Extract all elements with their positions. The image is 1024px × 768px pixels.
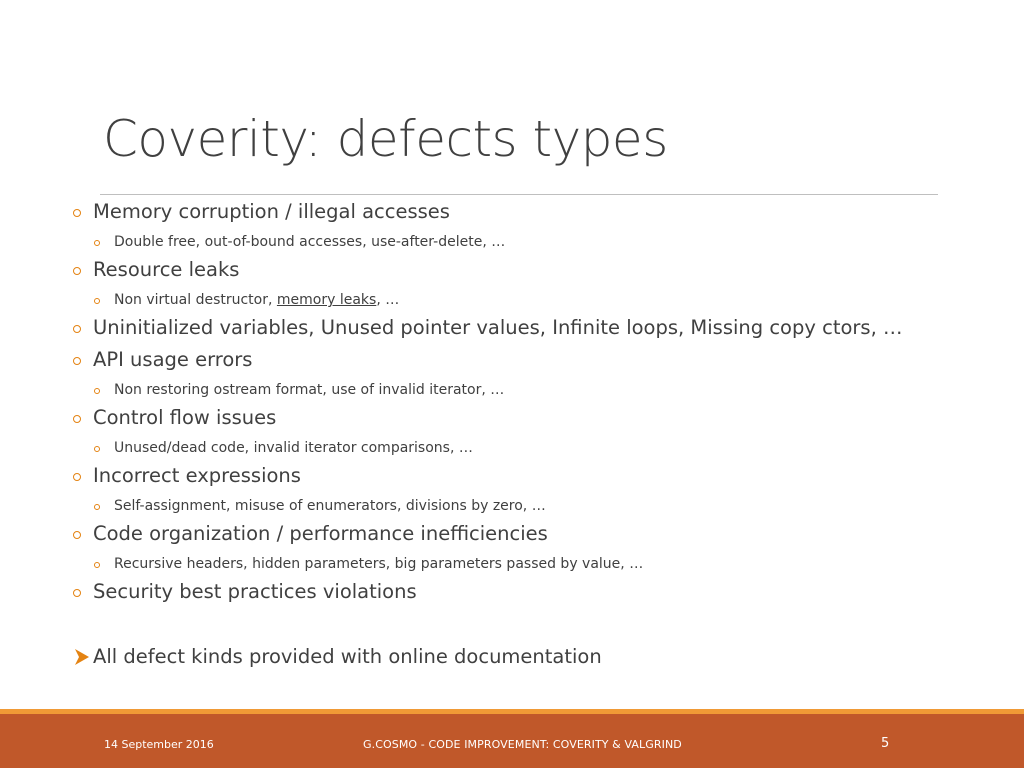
ring-bullet-icon bbox=[73, 473, 81, 481]
subbullet-text: Unused/dead code, invalid iterator comparisons, … bbox=[114, 440, 473, 456]
ring-bullet-icon bbox=[73, 357, 81, 365]
subbullet-text-pre: Non virtual destructor, bbox=[114, 292, 277, 308]
ring-bullet-icon bbox=[94, 562, 100, 568]
bullet-text: API usage errors bbox=[93, 348, 253, 371]
ring-bullet-icon bbox=[73, 531, 81, 539]
ring-bullet-icon bbox=[73, 415, 81, 423]
footnote-text: All defect kinds provided with online documentation bbox=[93, 645, 602, 668]
memory-leaks-link[interactable]: memory leaks bbox=[276, 292, 377, 308]
subbullet-text bbox=[114, 292, 399, 308]
subbullet-text: Recursive headers, hidden parameters, big parameters passed by value, … bbox=[114, 556, 644, 572]
subbullet-text: Double free, out-of-bound accesses, use-after-delete, … bbox=[114, 234, 506, 250]
ring-bullet-icon bbox=[73, 589, 81, 597]
footer-title: G.COSMO - CODE IMPROVEMENT: COVERITY & VALGRIND bbox=[363, 738, 682, 751]
bullet-text: Uninitialized variables, Unused pointer values, Infinite loops, Missing copy ctors, … bbox=[93, 316, 903, 339]
ring-bullet-icon bbox=[94, 504, 100, 510]
bullet-text: Resource leaks bbox=[93, 258, 240, 281]
arrow-right-icon bbox=[74, 648, 90, 666]
ring-bullet-icon bbox=[94, 240, 100, 246]
subbullet-text: Non restoring ostream format, use of invalid iterator, … bbox=[114, 382, 505, 398]
ring-bullet-icon bbox=[73, 267, 81, 275]
ring-bullet-icon bbox=[73, 209, 81, 217]
title-underline bbox=[100, 194, 938, 195]
bullet-text: Memory corruption / illegal accesses bbox=[93, 200, 450, 223]
bullet-text: Security best practices violations bbox=[93, 580, 417, 603]
ring-bullet-icon bbox=[94, 388, 100, 394]
bullet-text: Control flow issues bbox=[93, 406, 277, 429]
subbullet-text-post: , … bbox=[376, 292, 400, 308]
bullet-text: Code organization / performance inefficiencies bbox=[93, 522, 548, 545]
ring-bullet-icon bbox=[94, 446, 100, 452]
bullet-text: Incorrect expressions bbox=[93, 464, 301, 487]
slide-title: Coverity: defects types bbox=[103, 110, 668, 168]
subbullet-text: Self-assignment, misuse of enumerators, divisions by zero, … bbox=[114, 498, 546, 514]
page-number: 5 bbox=[881, 736, 890, 751]
ring-bullet-icon bbox=[73, 325, 81, 333]
footer-bar bbox=[0, 714, 1024, 768]
footer-date: 14 September 2016 bbox=[104, 738, 214, 751]
ring-bullet-icon bbox=[94, 298, 100, 304]
